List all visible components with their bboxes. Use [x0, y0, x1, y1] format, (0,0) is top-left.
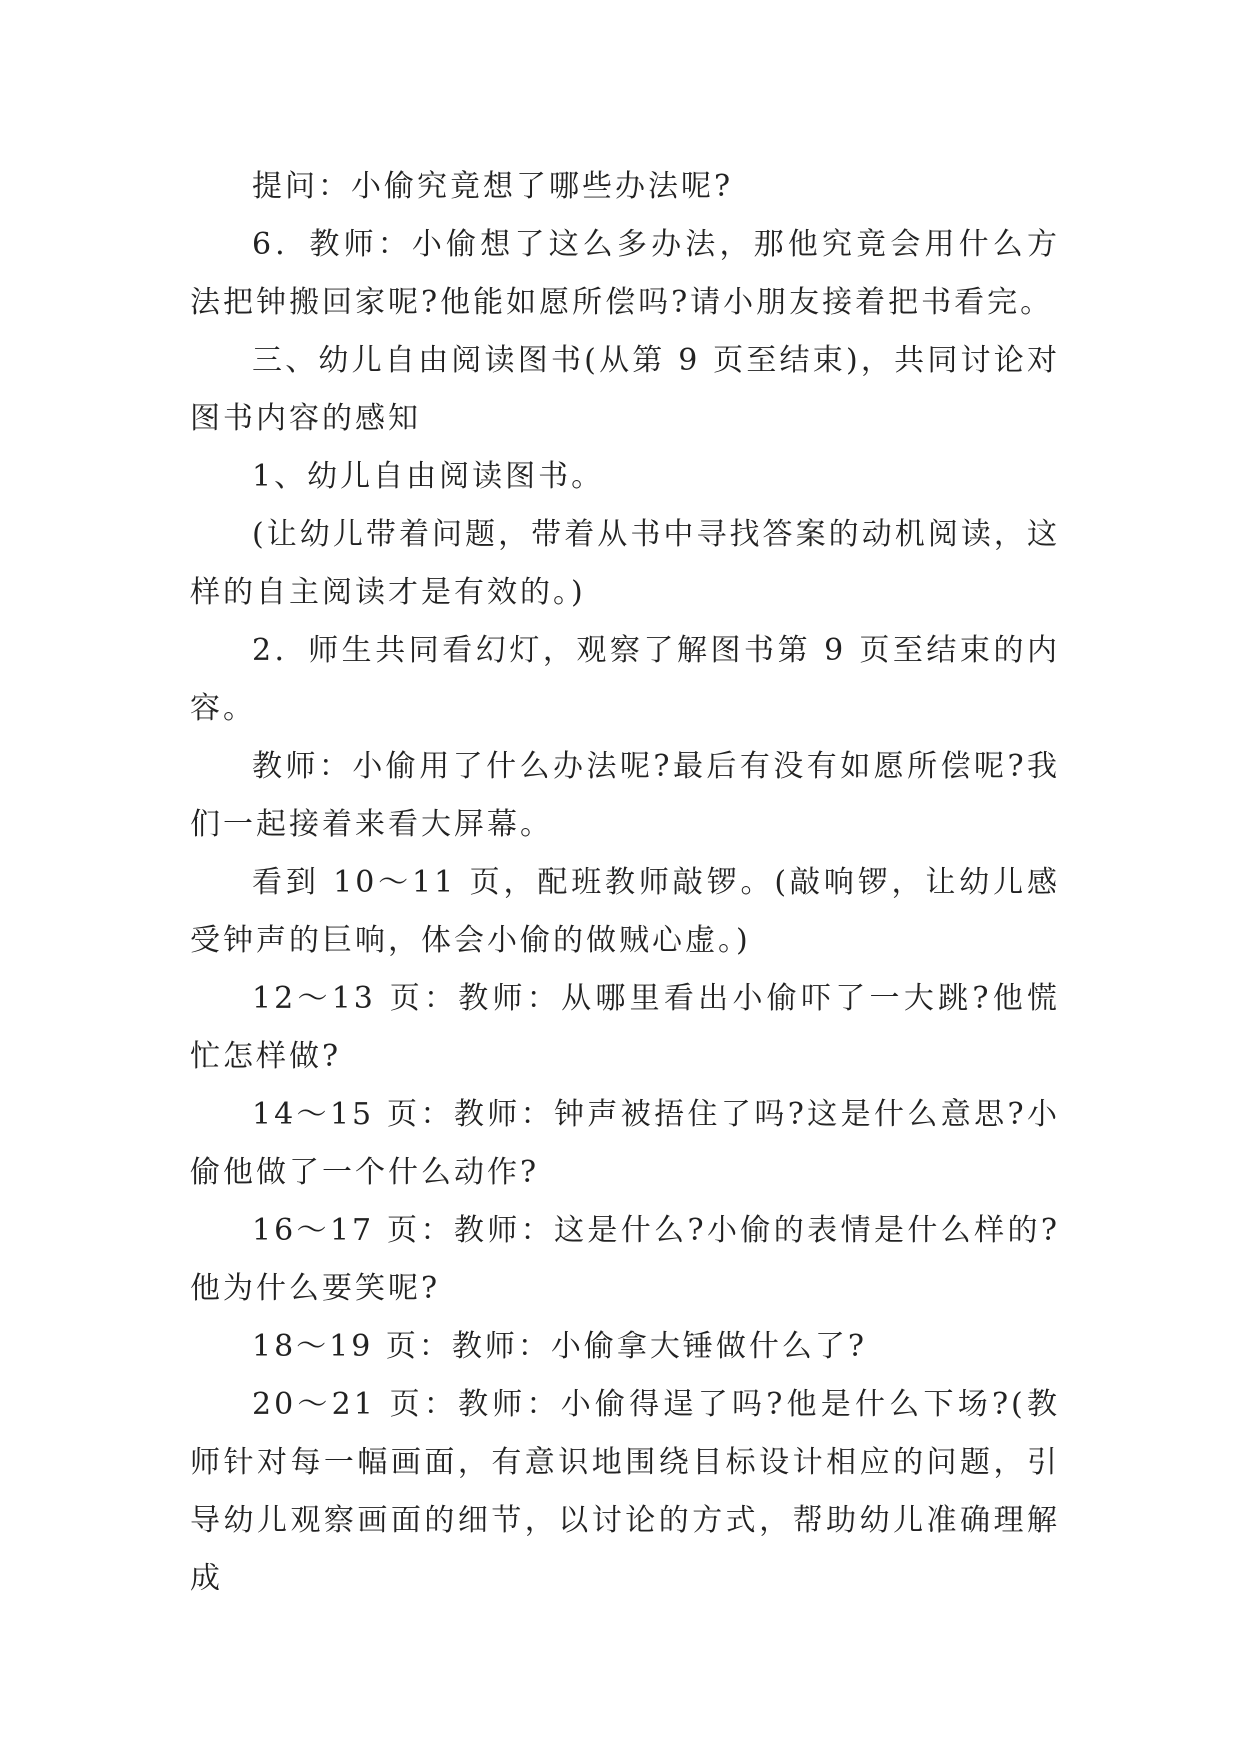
- paragraph-note: (让幼儿带着问题，带着从书中寻找答案的动机阅读，这样的自主阅读才是有效的。): [190, 517, 1060, 610]
- paragraph-pages-10-11: 看到 10～11 页，配班教师敲锣。(敲响锣，让幼儿感受钟声的巨响，体会小偷的做贼心虚。): [190, 865, 1060, 958]
- paragraph-section-3-heading: 三、幼儿自由阅读图书(从第 9 页至结束)，共同讨论对图书内容的感知: [190, 343, 1060, 436]
- paragraph-step-1: 1、幼儿自由阅读图书。: [252, 459, 605, 494]
- paragraph-step-6: 6．教师：小偷想了这么多办法，那他究竟会用什么方法把钟搬回家呢?他能如愿所偿吗?请小朋友接着把书看完。: [190, 227, 1060, 320]
- paragraph-question: 提问：小偷究竟想了哪些办法呢?: [252, 169, 734, 204]
- paragraph-pages-20-21: 20～21 页：教师：小偷得逞了吗?他是什么下场?(教师针对每一幅画面，有意识地围绕目标设计相应的问题，引导幼儿观察画面的细节，以讨论的方式，帮助幼儿准确理解成: [190, 1387, 1060, 1596]
- paragraph-pages-14-15: 14～15 页：教师：钟声被捂住了吗?这是什么意思?小偷他做了一个什么动作?: [190, 1097, 1060, 1190]
- paragraph-pages-12-13: 12～13 页：教师：从哪里看出小偷吓了一大跳?他慌忙怎样做?: [190, 981, 1060, 1074]
- paragraph-teacher-prompt: 教师：小偷用了什么办法呢?最后有没有如愿所偿呢?我们一起接着来看大屏幕。: [190, 749, 1060, 842]
- paragraph-pages-18-19: 18～19 页：教师：小偷拿大锤做什么了?: [252, 1329, 867, 1364]
- body-text: [190, 158, 1060, 1608]
- paragraph-pages-16-17: 16～17 页：教师：这是什么?小偷的表情是什么样的?他为什么要笑呢?: [190, 1213, 1060, 1306]
- paragraph-step-2: 2．师生共同看幻灯，观察了解图书第 9 页至结束的内容。: [190, 633, 1060, 726]
